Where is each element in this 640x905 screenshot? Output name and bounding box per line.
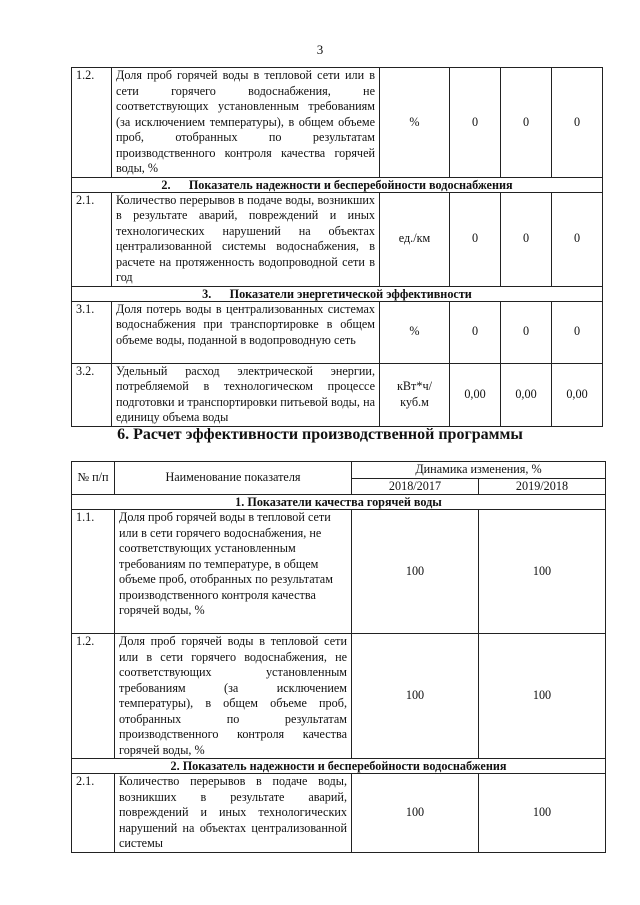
header-dynamics: Динамика изменения, % bbox=[352, 462, 606, 479]
value-cell: 100 bbox=[479, 510, 606, 634]
section-title bbox=[72, 286, 603, 301]
section-label: Показатель надежности и бесперебойности водоснабжения bbox=[188, 177, 513, 192]
section-row bbox=[72, 759, 606, 774]
row-number: 3.2. bbox=[72, 363, 112, 426]
value-cell: 0,00 bbox=[501, 363, 552, 426]
value-cell: 0,00 bbox=[552, 363, 603, 426]
section-row bbox=[72, 286, 603, 301]
efficiency-table bbox=[71, 461, 606, 853]
header-name: Наименование показателя bbox=[115, 462, 352, 495]
unit-cell: % bbox=[380, 68, 450, 178]
indicator-name: Доля проб горячей воды в тепловой сети или в сети горячего водоснабжения, не соответствующих установленным требованиям (за исключением температуры), в общем объеме проб, отобранных по результатам производственного контроля качества горячей воды, % bbox=[115, 634, 352, 759]
indicator-name: Количество перерывов в подаче воды, возникших в результате аварий, повреждений и иных технологических нарушений на объектах централизованной системы bbox=[115, 774, 352, 853]
section-label: Показатели энергетической эффективности bbox=[229, 286, 472, 301]
unit-cell: % bbox=[380, 301, 450, 363]
section-title: 1. Показатели качества горячей воды bbox=[72, 495, 606, 510]
value-cell: 0 bbox=[501, 68, 552, 178]
section-row bbox=[72, 177, 603, 192]
table-row bbox=[72, 363, 603, 426]
row-number: 2.1. bbox=[72, 192, 112, 286]
value-cell: 100 bbox=[352, 774, 479, 853]
value-cell: 0 bbox=[450, 301, 501, 363]
table-row bbox=[72, 510, 606, 634]
table-row bbox=[72, 774, 606, 853]
unit-cell: ед./км bbox=[380, 192, 450, 286]
table-row bbox=[72, 192, 603, 286]
section-title: 2. Показатель надежности и бесперебойности водоснабжения bbox=[72, 759, 606, 774]
section-number: 3. bbox=[202, 286, 212, 301]
indicator-name: Доля потерь воды в централизованных системах водоснабжения при транспортировке в общем объеме воды, поданной в водопроводную сеть bbox=[112, 301, 380, 363]
section-heading: 6. Расчет эффективности производственной программы bbox=[117, 426, 523, 443]
section-row bbox=[72, 495, 606, 510]
header-period: 2018/2017 bbox=[352, 478, 479, 495]
value-cell: 0 bbox=[552, 192, 603, 286]
header-period: 2019/2018 bbox=[479, 478, 606, 495]
value-cell: 0,00 bbox=[450, 363, 501, 426]
indicator-name: Доля проб горячей воды в тепловой сети или в сети горячего водоснабжения, не соответствующих установленным требованиям (за исключением температуры), в общем объеме проб, отобранных по результатам производственного контроля качества горячей воды, % bbox=[112, 68, 380, 178]
row-number: 3.1. bbox=[72, 301, 112, 363]
header-row bbox=[72, 462, 606, 479]
unit-cell: кВт*ч/ куб.м bbox=[380, 363, 450, 426]
section-number: 2. bbox=[161, 177, 171, 192]
header-number: № п/п bbox=[72, 462, 115, 495]
indicator-name: Доля проб горячей воды в тепловой сети или в сети горячего водоснабжения, не соответствующих установленным требованиям по температуре, в общем объеме проб, отобранных по результатам производственного контроля качества горячей воды, % bbox=[115, 510, 352, 634]
row-number: 1.1. bbox=[72, 510, 115, 634]
table-row bbox=[72, 68, 603, 178]
row-number: 2.1. bbox=[72, 774, 115, 853]
table-row bbox=[72, 301, 603, 363]
section-title bbox=[72, 177, 603, 192]
value-cell: 100 bbox=[479, 774, 606, 853]
value-cell: 0 bbox=[552, 301, 603, 363]
value-cell: 100 bbox=[352, 510, 479, 634]
row-number: 1.2. bbox=[72, 634, 115, 759]
indicator-name: Удельный расход электрической энергии, потребляемой в технологическом процессе подготовки и транспортировки питьевой воды, на единицу объема воды bbox=[112, 363, 380, 426]
value-cell: 0 bbox=[552, 68, 603, 178]
value-cell: 0 bbox=[450, 68, 501, 178]
page-number: 3 bbox=[316, 42, 324, 57]
table-row bbox=[72, 634, 606, 759]
value-cell: 100 bbox=[479, 634, 606, 759]
row-number: 1.2. bbox=[72, 68, 112, 178]
indicator-name: Количество перерывов в подаче воды, возникших в результате аварий, повреждений и иных технологических нарушений на объектах централизованной системы водоснабжения, в расчете на протяженность водопроводной сети в год bbox=[112, 192, 380, 286]
indicators-table-continued bbox=[71, 67, 603, 427]
value-cell: 0 bbox=[450, 192, 501, 286]
value-cell: 0 bbox=[501, 301, 552, 363]
value-cell: 0 bbox=[501, 192, 552, 286]
value-cell: 100 bbox=[352, 634, 479, 759]
